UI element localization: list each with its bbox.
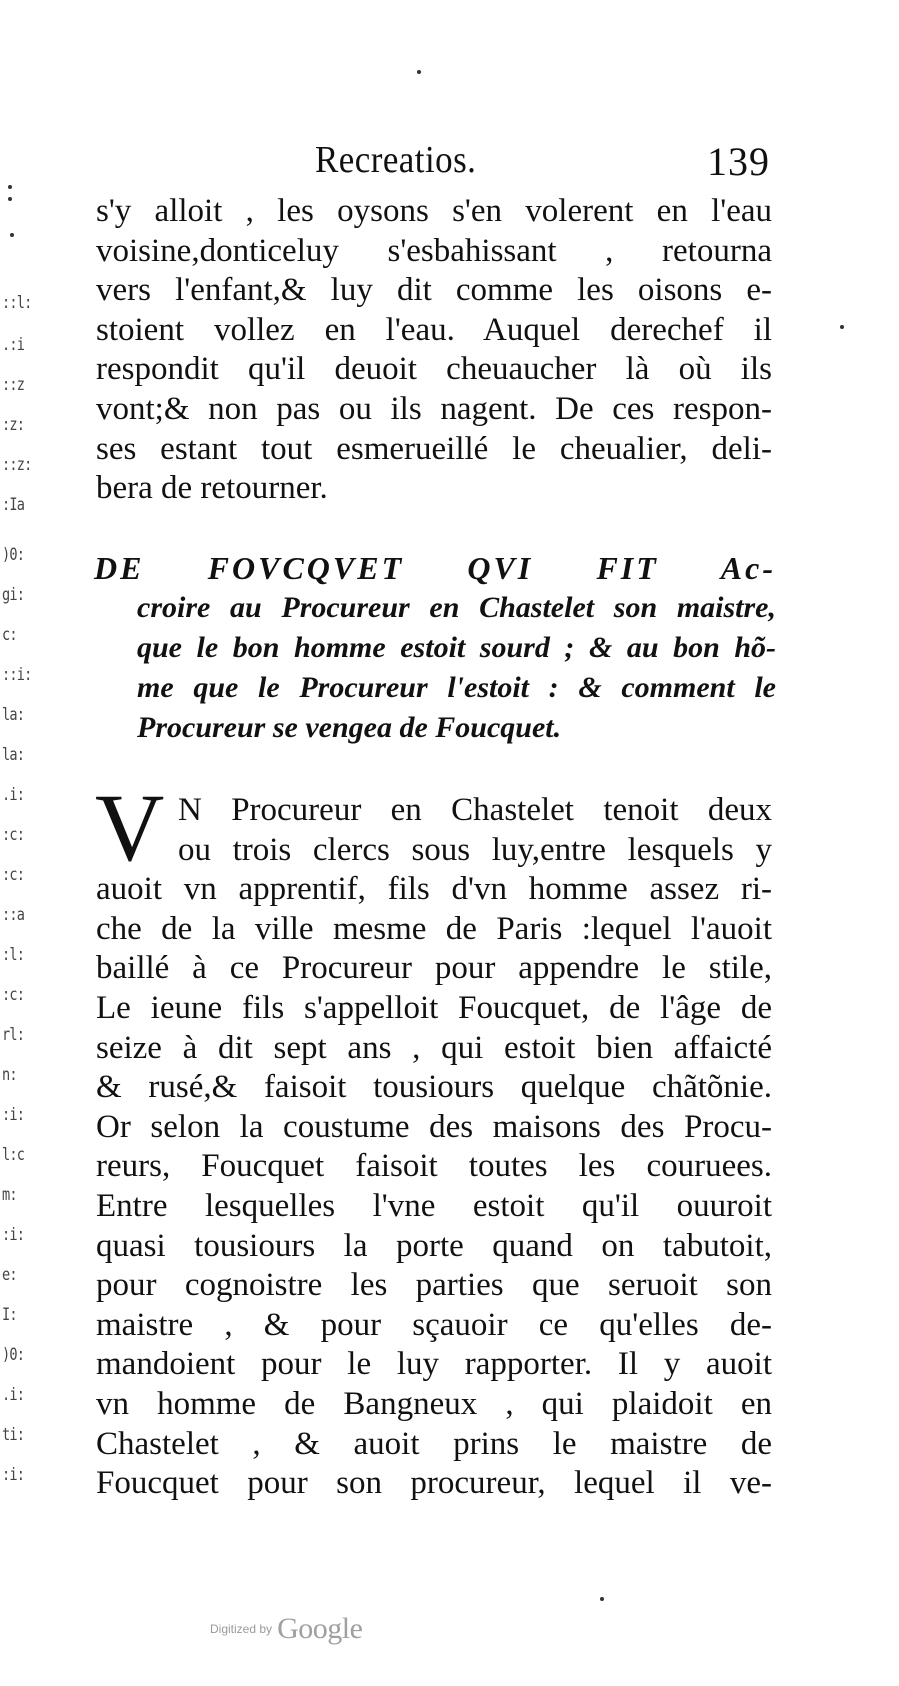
- gutter-mark: I:: [2, 1305, 17, 1325]
- text-line: voisine,donticeluy s'esbahissant , retourna: [96, 232, 772, 269]
- text-line: Le ieune fils s'appelloit Foucquet, de l'âge de: [96, 989, 772, 1026]
- text-line: baillé à ce Procureur pour appendre le stile,: [96, 950, 772, 987]
- text-line: Entre lesquelles l'vne estoit qu'il ouuroit: [96, 1187, 772, 1224]
- heading-line: que le bon homme estoit sourd ; & au bon hõ-: [137, 631, 776, 664]
- paragraph-continued: [96, 192, 772, 509]
- gutter-mark: ::z: [2, 375, 25, 395]
- gutter-mark: )0:: [2, 1345, 25, 1365]
- heading-line: me que le Procureur l'estoit : & comment le: [137, 671, 776, 704]
- gutter-mark: m:: [2, 1185, 17, 1205]
- gutter-mark: )0:: [2, 545, 25, 565]
- heading-line: DE FOVCQVET QVI FIT Ac-: [94, 550, 776, 586]
- section-heading: [94, 548, 776, 748]
- text-line: mandoient pour le luy rapporter. Il y auoit: [96, 1346, 772, 1383]
- text-line: quasi tousiours la porte quand on tabutoit,: [96, 1227, 772, 1264]
- page-header: [90, 138, 770, 188]
- text-line: vont;& non pas ou ils nagent. De ces respon-: [96, 390, 772, 427]
- gutter-mark: ::i:: [2, 665, 32, 685]
- text-line: seize à dit sept ans , qui estoit bien affaicté: [96, 1029, 772, 1066]
- gutter-mark: l:c: [2, 1145, 25, 1165]
- gutter-dot: [10, 233, 14, 237]
- gutter-mark: :i:: [2, 1465, 25, 1485]
- text-line: maistre , & pour sçauoir ce qu'elles de-: [96, 1306, 772, 1343]
- gutter-mark: .i:: [2, 785, 25, 805]
- text-line: reurs, Foucquet faisoit toutes les couruees.: [96, 1148, 772, 1185]
- text-line: ou trois clercs sous luy,entre lesquels y: [178, 831, 772, 868]
- gutter-mark: ::l:: [2, 293, 32, 313]
- gutter-mark: :l:: [2, 945, 25, 965]
- heading-line: croire au Procureur en Chastelet son maistre,: [137, 591, 776, 624]
- gutter-mark: :c:: [2, 985, 25, 1005]
- digitized-watermark: [210, 1612, 362, 1652]
- text-line: s'y alloit , les oysons s'en volerent en l'eau: [96, 193, 772, 229]
- drop-cap: V: [95, 774, 165, 881]
- heading-line: Procureur se vengea de Foucquet.: [137, 711, 562, 744]
- gutter-mark: :i:: [2, 1225, 25, 1245]
- gutter-mark: ::a: [2, 905, 25, 925]
- gutter-mark: :z:: [2, 415, 25, 435]
- text-line: ses estant tout esmerueillé le cheualier, deli-: [96, 430, 772, 467]
- text-line: stoient vollez en l'eau. Auquel derechef il: [96, 311, 772, 348]
- text-line: Foucquet pour son procureur, lequel il ve-: [96, 1465, 772, 1502]
- gutter-mark: rl:: [2, 1025, 25, 1045]
- gutter-mark: c:: [2, 625, 17, 645]
- gutter-bleed-through: [2, 185, 48, 1515]
- gutter-mark: gi:: [2, 585, 25, 605]
- gutter-mark: la:: [2, 705, 25, 725]
- gutter-mark: :c:: [2, 825, 25, 845]
- gutter-mark: ti:: [2, 1425, 25, 1445]
- page-number: 139: [707, 139, 770, 184]
- text-line: N Procureur en Chastelet tenoit deux: [178, 792, 772, 828]
- page-speck: [417, 70, 421, 74]
- text-line: pour cognoistre les parties que seruoit son: [96, 1267, 772, 1304]
- text-line: vn homme de Bangneux , qui plaidoit en: [96, 1385, 772, 1422]
- gutter-mark: .:i: [2, 335, 25, 355]
- text-line: che de la ville mesme de Paris :lequel l'auoit: [96, 910, 772, 947]
- text-line: Chastelet , & auoit prins le maistre de: [96, 1425, 772, 1462]
- gutter-mark: .i:: [2, 1385, 25, 1405]
- text-line: auoit vn apprentif, fils d'vn homme assez ri-: [96, 871, 772, 908]
- gutter-dot: [8, 197, 12, 201]
- gutter-mark: n:: [2, 1065, 17, 1085]
- text-line: Or selon la coustume des maisons des Procu-: [96, 1108, 772, 1145]
- text-line: bera de retourner.: [96, 470, 328, 507]
- watermark-prefix: Digitized by: [210, 1622, 273, 1636]
- page-speck: [600, 1597, 604, 1601]
- text-line: vers l'enfant,& luy dit comme les oisons e-: [96, 272, 772, 309]
- gutter-dot: [8, 185, 12, 189]
- gutter-mark: :c:: [2, 865, 25, 885]
- gutter-mark: e:: [2, 1265, 17, 1285]
- gutter-mark: :i:: [2, 1105, 25, 1125]
- gutter-mark: ::z:: [2, 455, 32, 475]
- paragraph-main: [96, 791, 772, 1504]
- gutter-mark: :Ia: [2, 495, 25, 515]
- page-speck: [840, 325, 844, 329]
- text-line: & rusé,& faisoit tousiours quelque chãtõnie.: [96, 1069, 772, 1106]
- running-head: Recreatios.: [315, 139, 477, 181]
- google-logo: Google: [277, 1612, 363, 1645]
- gutter-mark: la:: [2, 745, 25, 765]
- text-line: respondit qu'il deuoit cheuaucher là où ils: [96, 351, 772, 388]
